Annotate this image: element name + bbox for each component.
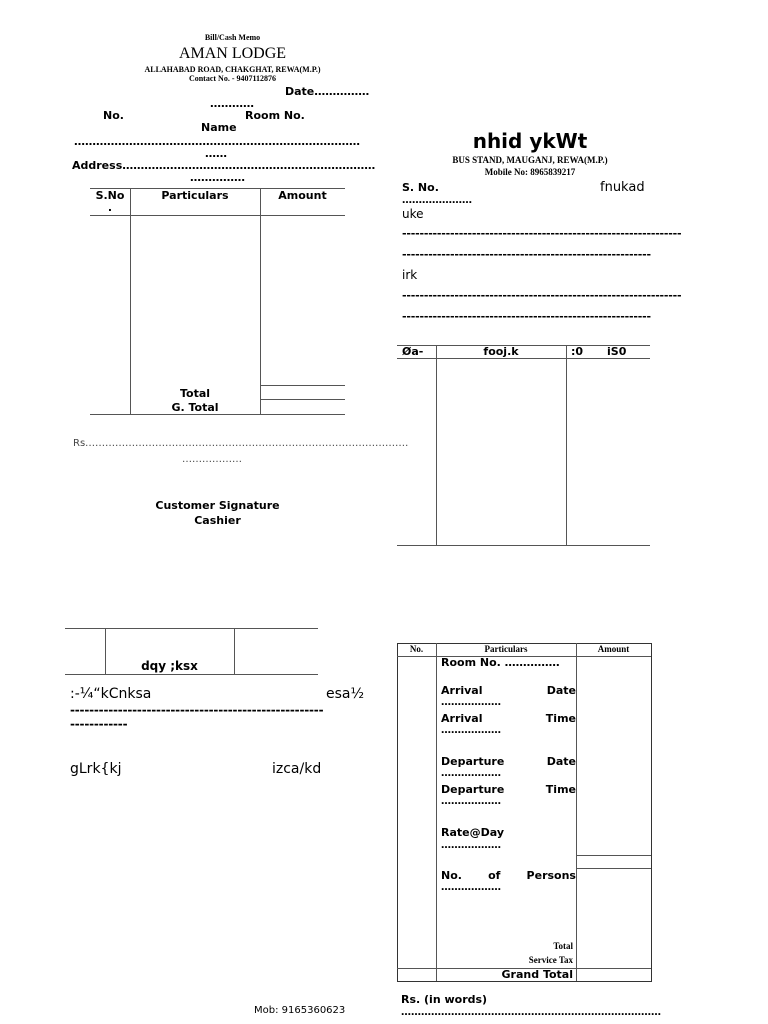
- lodge-contact: Contact No. - 9407112876: [188, 74, 277, 83]
- cashier-label: Cashier: [194, 514, 241, 527]
- bill2-addr-line-2: ---------------------------------------------------------: [402, 310, 651, 323]
- bill2-col-sno: Øa-: [402, 345, 424, 358]
- bill2-sno-label: S. No.: [402, 181, 439, 194]
- bill4-arrival-date: Arrival Date: [441, 684, 576, 697]
- col-particulars: Particulars: [161, 189, 229, 202]
- bill4-total-label: Total: [553, 941, 573, 951]
- bill4-col-no: No.: [409, 644, 424, 654]
- date-label: Date……………: [285, 85, 370, 98]
- col-sno: S.No: [95, 189, 125, 202]
- gtotal-label: G. Total: [171, 401, 219, 414]
- bill4-departure-time-dots: ………………: [441, 796, 501, 807]
- bill2-addr-line: ----------------------------------------------------------------: [402, 289, 682, 302]
- bill3-total-label: dqy ;ksx: [141, 659, 198, 673]
- bill3-words-label: :-¼“kCnksa: [70, 686, 152, 702]
- bill4-departure-date-dots: ………………: [441, 768, 501, 779]
- bill2-title: nhid ykWt: [472, 129, 588, 153]
- bill4-arrival-time-dots: ………………: [441, 725, 501, 736]
- memo-label: Bill/Cash Memo: [204, 33, 261, 42]
- name-label: Name: [201, 121, 237, 134]
- bill4-service-tax: Service Tax: [528, 955, 573, 965]
- bill2-name-line: ----------------------------------------------------------------: [402, 227, 682, 240]
- rs-label: Rs.……………………………………………………………………………………: [73, 438, 409, 449]
- bill2-col-rs: :0: [571, 345, 584, 358]
- bill2-address: BUS STAND, MAUGANJ, REWA(M.P.): [452, 155, 608, 165]
- lodge-title: AMAN LODGE: [178, 45, 287, 62]
- bill2-addr-label: irk: [402, 268, 418, 282]
- bill4-departure-date: Departure Date: [441, 755, 576, 768]
- date-dots: …………: [210, 97, 254, 110]
- bill4-rs-dots: ……………………………………………………………………: [401, 1007, 661, 1018]
- customer-signature: Customer Signature: [155, 499, 280, 512]
- bill2-col-paise: iS0: [607, 345, 627, 358]
- bill4-col-particulars: Particulars: [484, 644, 528, 654]
- no-label: No.: [103, 109, 124, 122]
- bill4-grand-total: Grand Total: [501, 968, 573, 981]
- bill4-persons: No. of Persons: [441, 869, 576, 882]
- rs-dots-2: ………………: [182, 454, 242, 465]
- bill4-departure-time: Departure Time: [441, 783, 576, 796]
- bill2-mobile: Mobile No: 8965839217: [484, 167, 576, 177]
- bill2-date-label: fnukad: [600, 180, 645, 195]
- bill4-rate-dots: ………………: [441, 840, 501, 851]
- bill4-rs-words: Rs. (in words): [401, 993, 488, 1006]
- name-dots-2: ……: [205, 147, 227, 160]
- bill4-persons-dots: ………………: [441, 882, 501, 893]
- bill4-arrival-time: Arrival Time: [441, 712, 576, 725]
- col-amount: Amount: [278, 189, 327, 202]
- address-label: Address……………………………………………………………: [72, 159, 376, 172]
- bill4-col-amount: Amount: [597, 644, 630, 654]
- bill3-sign-right: izca/kd: [272, 761, 322, 777]
- address-dots-2: ……………: [190, 171, 245, 184]
- bill3-sign-left: gLrk{kj: [70, 761, 122, 777]
- bill4-rate: Rate@Day: [441, 826, 504, 839]
- bill2-name-label: uke: [402, 207, 424, 221]
- name-dots: ……………………………………………………………………: [74, 135, 360, 148]
- room-label: Room No.: [245, 109, 305, 122]
- bill2-sno-dots: …………………: [402, 195, 472, 206]
- bill2-col-particulars: fooj.k: [483, 345, 519, 358]
- bill3-words-end: esa½: [326, 686, 365, 702]
- bill4-arrival-date-dots: ………………: [441, 697, 501, 708]
- bill4-room: Room No. ……………: [441, 656, 560, 669]
- bill3-words-line: -----------------------------------------------------: [70, 703, 324, 717]
- total-label: Total: [179, 387, 211, 400]
- footer-mobile: Mob: 9165360623: [254, 1005, 346, 1016]
- bill3-words-line-2: ------------: [70, 717, 128, 731]
- lodge-address: ALLAHABAD ROAD, CHAKGHAT, REWA(M.P.): [144, 65, 321, 74]
- col-sno-dot: .: [107, 201, 113, 214]
- bill2-name-line-2: ---------------------------------------------------------: [402, 248, 651, 261]
